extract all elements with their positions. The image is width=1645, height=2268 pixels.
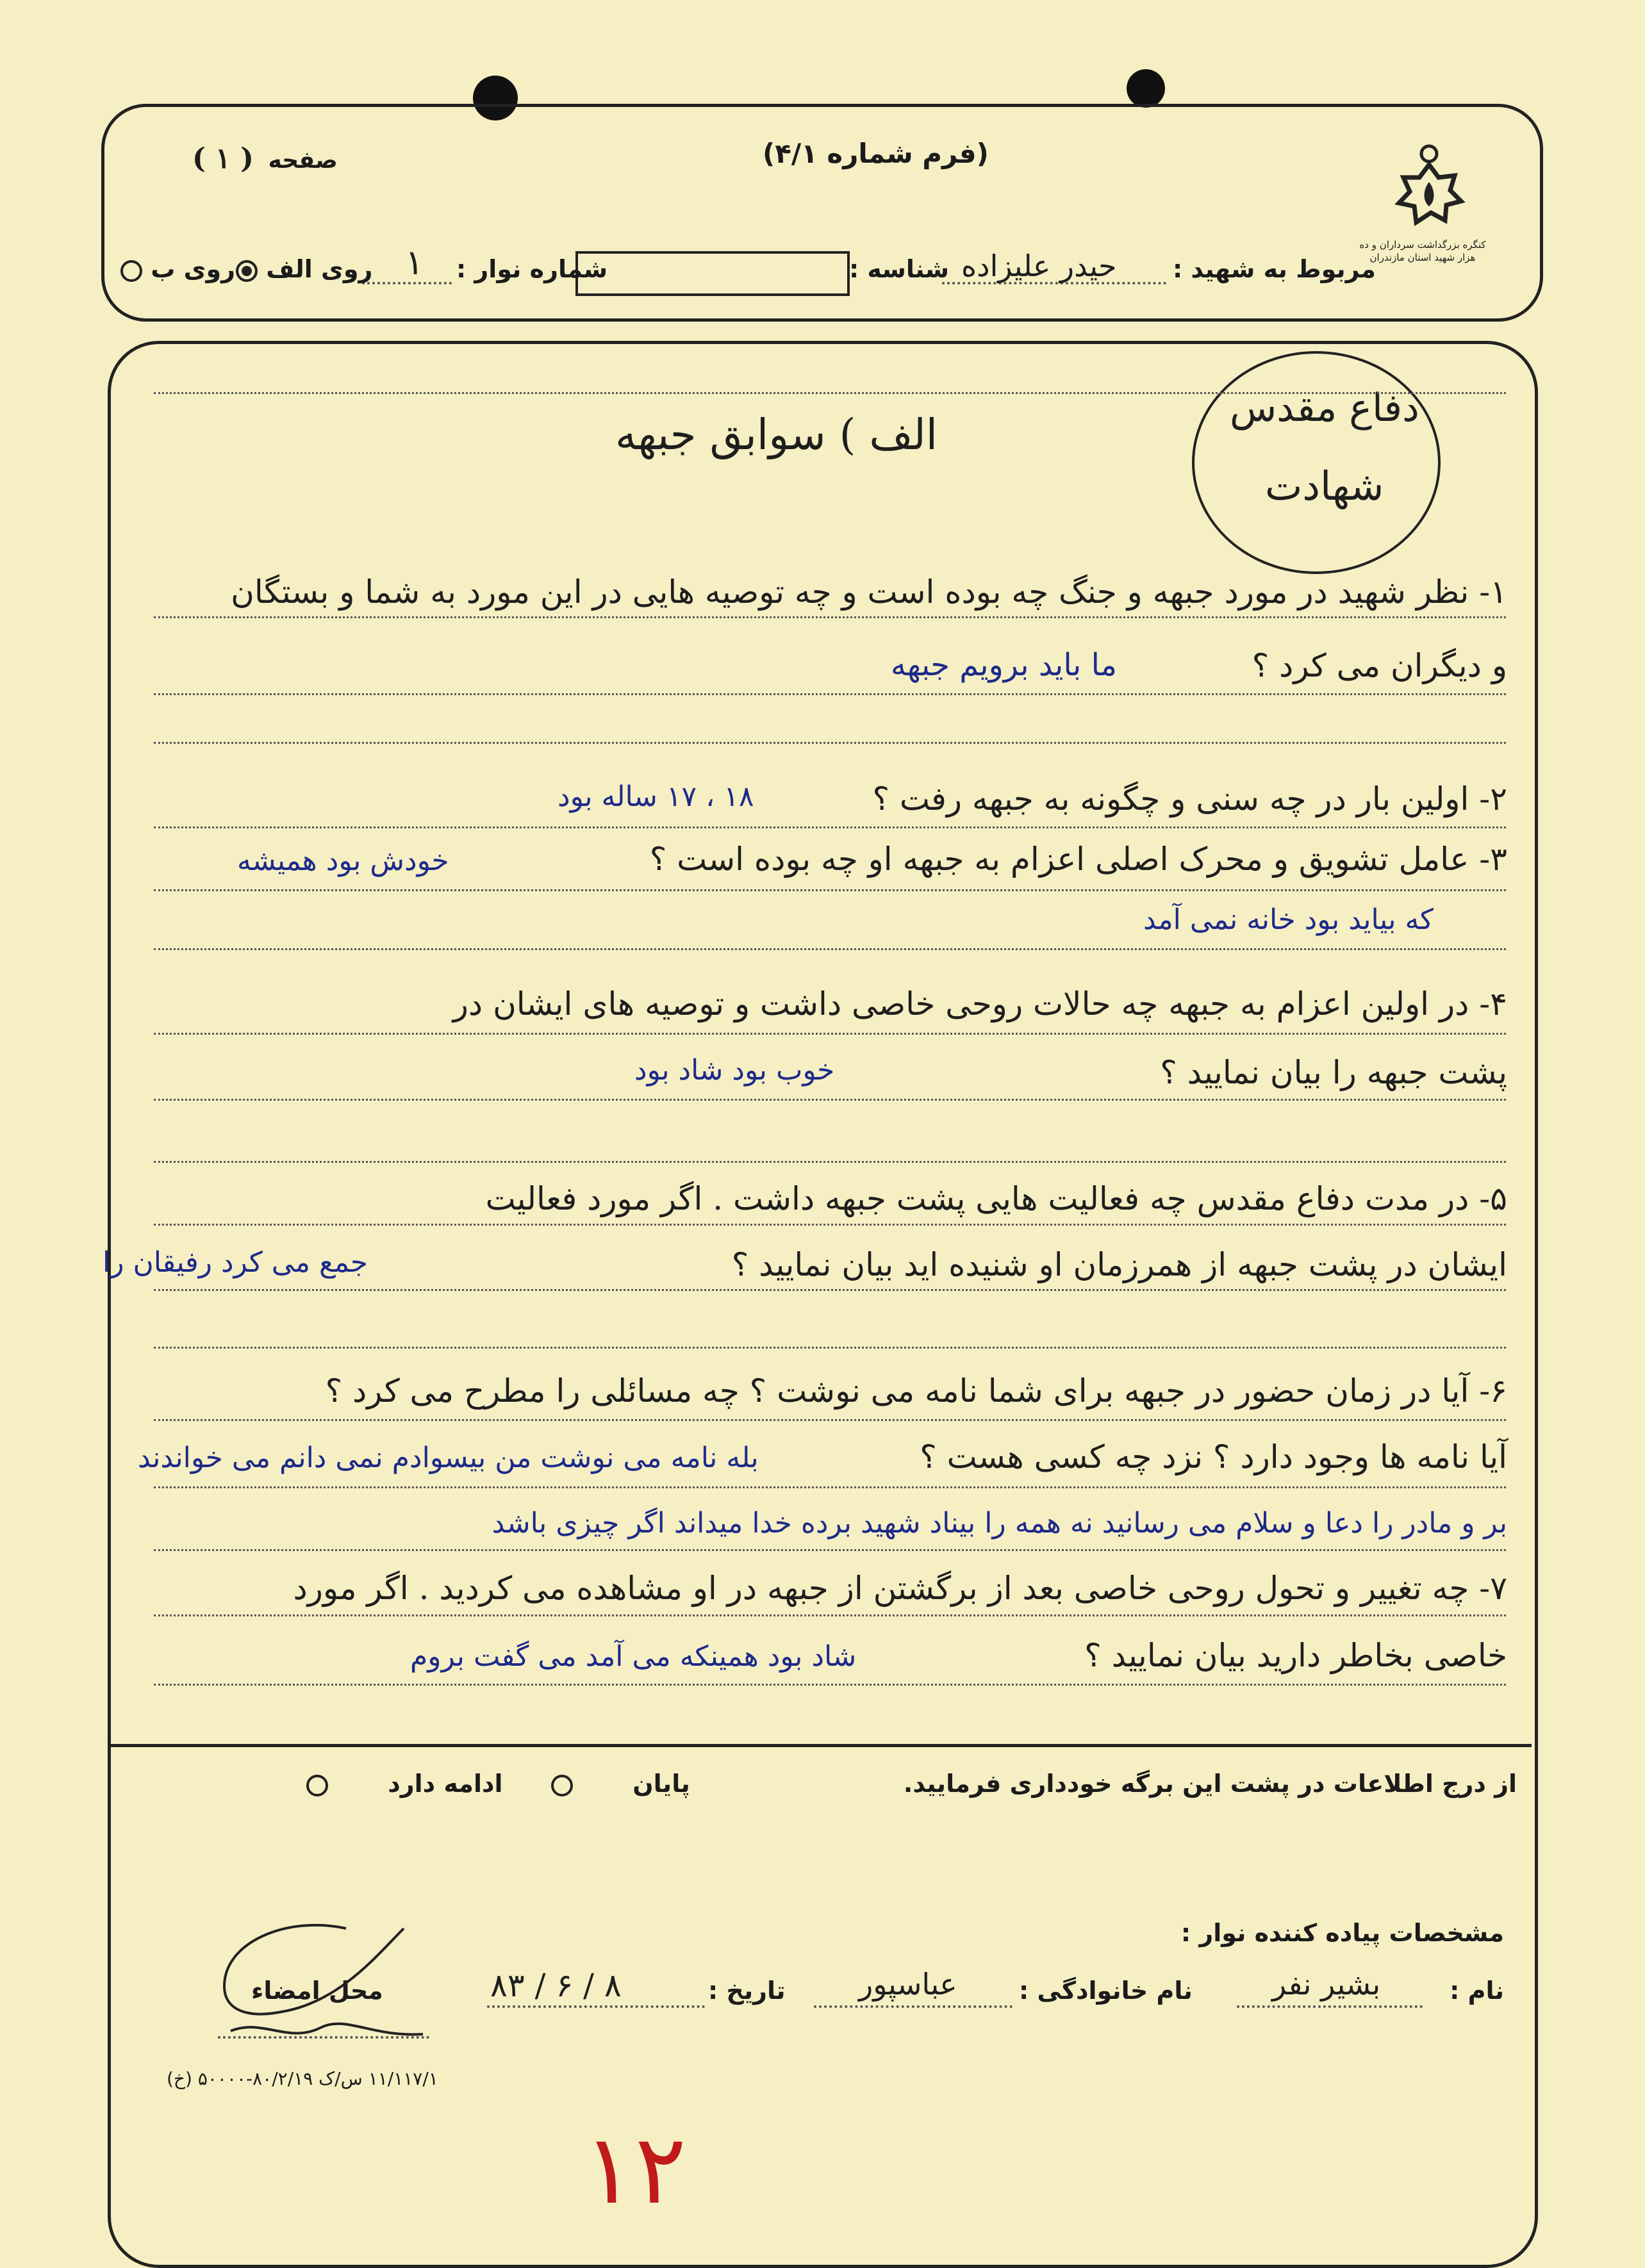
page-mark: ۱۲ xyxy=(583,2114,687,2226)
answer-6-line-2: بر و مادر را دعا و سلام می رسانید نه همه را بیناد شهید برده خدا میداند اگر چیزی باشد xyxy=(492,1507,1507,1540)
dotted-line xyxy=(154,742,1506,744)
page-label-text: صفحه xyxy=(268,147,338,174)
print-code: ۱۱/۱۱۷/۱ س/ک ۸۰/۲/۱۹-۵۰۰۰۰ (خ) xyxy=(167,2068,438,2089)
question-3: ۳- عامل تشویق و محرک اصلی اعزام به جبهه او چه بوده است ؟ xyxy=(649,841,1507,878)
name-dotted-line xyxy=(1237,2005,1423,2008)
form-number: (فرم شماره ۴/۱) xyxy=(763,138,989,169)
question-5-line-1: ۵- در مدت دفاع مقدس چه فعالیت هایی پشت جبهه داشت . اگر مورد فعالیت xyxy=(485,1180,1507,1217)
page-number: ( ۱ ) xyxy=(192,142,254,175)
end-option[interactable] xyxy=(551,1770,690,1798)
martyr-label: مربوط به شهید : xyxy=(1173,255,1376,283)
family-label: نام خانوادگی : xyxy=(1019,1976,1193,2005)
dotted-line xyxy=(154,948,1506,950)
answer-6-line-1: بله نامه می نوشت من بیسوادم نمی دانم می خواندند xyxy=(138,1442,759,1474)
tape-number-label: شماره نوار : xyxy=(456,255,608,283)
signature xyxy=(211,1916,429,2057)
dotted-line xyxy=(154,1224,1506,1226)
question-4-line-1: ۴- در اولین اعزام به جبهه چه حالات روحی خاصی داشت و توصیه های ایشان در xyxy=(452,985,1507,1023)
date-label: تاریخ : xyxy=(708,1976,786,2005)
stamp-line-1: دفاع مقدس xyxy=(1230,386,1419,431)
dotted-line xyxy=(154,1419,1506,1421)
side-b-label: روی ب xyxy=(151,255,235,283)
page-label xyxy=(192,142,338,175)
question-2: ۲- اولین بار در چه سنی و چگونه به جبهه رفت ؟ xyxy=(872,780,1507,818)
transcriber-family-name: عباسپور xyxy=(859,1967,957,2001)
question-1-line-1: ۱- نظر شهید در مورد جبهه و جنگ چه بوده است و چه توصیه هایی در این مورد به شما و بستگان xyxy=(231,573,1507,611)
answer-3-line-2: که بیاید بود خانه نمی آمد xyxy=(1143,903,1434,936)
transcriber-heading: مشخصات پیاده کننده نوار : xyxy=(1180,1919,1504,1947)
side-b-radio[interactable] xyxy=(120,260,142,282)
dotted-line xyxy=(154,1684,1506,1686)
answer-3-line-1: خودش بود همیشه xyxy=(237,844,449,877)
continue-option[interactable] xyxy=(306,1770,503,1798)
family-dotted-line xyxy=(814,2005,1013,2008)
section-title: الف ) سوابق جبهه xyxy=(615,410,938,459)
dotted-line xyxy=(154,1486,1506,1488)
name-label: نام : xyxy=(1450,1976,1504,2005)
continue-radio[interactable] xyxy=(306,1775,328,1796)
stamp-line-2: شهادت xyxy=(1265,463,1384,509)
footer-instruction: از درج اطلاعات در پشت این برگه خودداری فرمایید. xyxy=(903,1770,1517,1798)
end-label: پایان xyxy=(632,1770,690,1798)
transcriber-date: ۸۳ / ۶ / ۸ xyxy=(490,1967,622,2004)
dotted-line xyxy=(154,616,1506,618)
dotted-line xyxy=(154,1033,1506,1035)
footer-divider xyxy=(110,1744,1532,1747)
question-7-line-2: خاصی بخاطر دارید بیان نمایید ؟ xyxy=(1084,1637,1507,1674)
dotted-line xyxy=(154,826,1506,828)
martyr-name: حیدر علیزاده xyxy=(961,249,1117,283)
organization-logo xyxy=(1387,142,1471,232)
side-a-label: روی الف xyxy=(266,255,373,283)
question-6-line-2: آیا نامه ها وجود دارد ؟ نزد چه کسی هست ؟ xyxy=(920,1438,1507,1475)
id-label: شناسه : xyxy=(849,255,949,283)
question-1-line-2: و دیگران می کرد ؟ xyxy=(1252,647,1507,684)
tape-number-value: ۱ xyxy=(405,242,424,283)
answer-4: خوب بود شاد بود xyxy=(634,1054,835,1087)
answer-5: جمع می کرد رفیقان را xyxy=(103,1246,368,1279)
question-6-line-1: ۶- آیا در زمان حضور در جبهه برای شما نامه می نوشت ؟ چه مسائلی را مطرح می کرد ؟ xyxy=(325,1372,1507,1409)
side-a-radio[interactable] xyxy=(236,260,258,282)
signature-label: محل امضاء xyxy=(251,1976,383,2005)
answer-1: ما باید برویم جبهه xyxy=(891,647,1117,683)
punch-hole xyxy=(1127,69,1165,108)
answer-7: شاد بود همینکه می آمد می گفت بروم xyxy=(410,1640,857,1673)
dotted-line xyxy=(154,1615,1506,1616)
stamp xyxy=(1192,351,1441,574)
side-a-option[interactable] xyxy=(236,255,372,283)
dotted-line xyxy=(154,1289,1506,1291)
transcriber-name: بشیر نفر xyxy=(1272,1967,1381,2001)
dotted-line xyxy=(154,1099,1506,1101)
dotted-line xyxy=(154,1549,1506,1551)
continue-label: ادامه دارد xyxy=(388,1770,503,1798)
side-b-option[interactable] xyxy=(120,255,235,283)
date-dotted-line xyxy=(487,2005,705,2008)
organization-logo-text: کنگره بزرگداشت سرداران و ده هزار شهید استان مازندران xyxy=(1359,239,1486,263)
id-field[interactable] xyxy=(575,251,850,296)
dotted-line xyxy=(154,693,1506,695)
answer-2: ۱۸ ، ۱۷ ساله بود xyxy=(558,780,754,813)
dotted-line xyxy=(154,392,1506,394)
dotted-line xyxy=(154,1161,1506,1163)
question-5-line-2: ایشان در پشت جبهه از همرزمان او شنیده اید بیان نمایید ؟ xyxy=(731,1246,1507,1283)
end-radio[interactable] xyxy=(551,1775,573,1796)
question-4-line-2: پشت جبهه را بیان نمایید ؟ xyxy=(1160,1054,1507,1091)
dotted-line xyxy=(154,889,1506,891)
question-7-line-1: ۷- چه تغییر و تحول روحی خاصی بعد از برگشتن از جبهه در او مشاهده می کردید . اگر مورد xyxy=(293,1570,1507,1607)
dotted-line xyxy=(154,1347,1506,1349)
